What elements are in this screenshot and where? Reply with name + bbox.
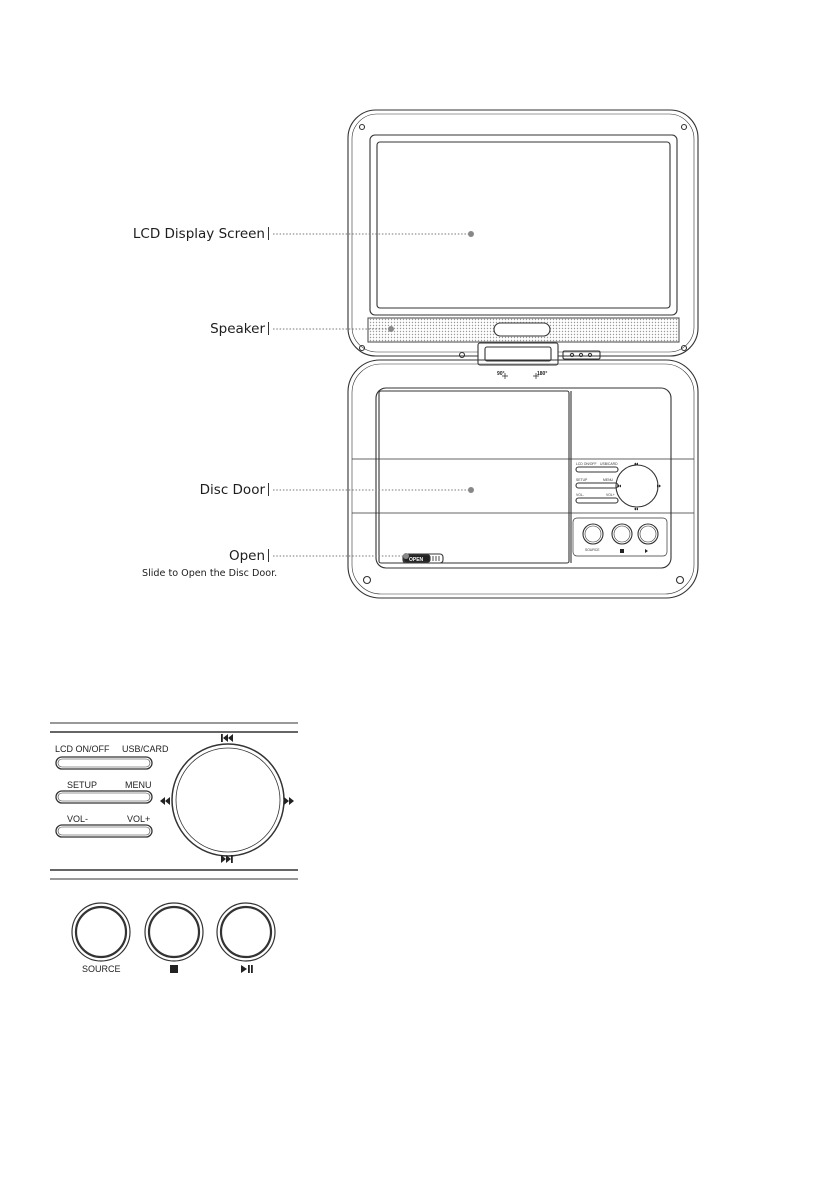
label-setup: SETUP	[67, 780, 98, 790]
source-button	[72, 903, 130, 961]
stop-icon	[170, 965, 178, 973]
label-source: SOURCE	[82, 964, 121, 974]
mini-label-vol-plus: VOL+	[606, 493, 615, 497]
previous-track-icon	[221, 734, 233, 742]
disc-door-frame	[376, 388, 671, 568]
callout-open-note: Slide to Open the Disc Door.	[142, 568, 278, 579]
lcd-bezel	[370, 135, 677, 315]
mini-label-lcd: LCD ON/OFF	[576, 462, 597, 466]
leader-dot-open	[403, 553, 409, 559]
mini-jog-wheel	[616, 465, 658, 507]
disc-door	[379, 391, 569, 563]
fast-forward-icon	[284, 797, 294, 805]
hinge-left-label: 90°	[497, 371, 505, 377]
callout-speaker: Speaker	[210, 321, 269, 337]
setup-menu-button-bar	[56, 791, 152, 803]
leader-dot-speaker	[388, 326, 394, 332]
stop-button	[145, 903, 203, 961]
open-switch-label: OPEN	[409, 557, 424, 563]
label-menu: MENU	[125, 780, 152, 790]
play-pause-button	[217, 903, 275, 961]
callout-disc-door: Disc Door	[200, 482, 269, 498]
mini-label-setup: SETUP	[576, 478, 588, 482]
mini-label-vol-minus: VOL-	[576, 493, 584, 497]
leader-dot-disc-door	[468, 487, 474, 493]
play-pause-icon	[241, 965, 253, 973]
mini-label-source: SOURCE	[585, 548, 600, 552]
label-lcd-onoff: LCD ON/OFF	[55, 744, 110, 754]
callout-lcd-display-screen: LCD Display Screen	[133, 226, 269, 242]
hinge-right-label: 180°	[537, 371, 548, 377]
next-track-icon	[221, 855, 233, 863]
label-vol-minus: VOL-	[67, 814, 89, 824]
lcd-usb-button-bar	[56, 757, 152, 769]
callout-open: Open	[229, 548, 269, 564]
speaker-badge	[494, 323, 550, 336]
leader-dot-lcd	[468, 231, 474, 237]
mini-label-usb: USB/CARD	[600, 462, 618, 466]
base-outline	[348, 360, 698, 598]
lcd-display-screen	[377, 142, 670, 308]
rewind-icon	[160, 797, 170, 805]
label-usb-card: USB/CARD	[122, 744, 169, 754]
volume-button-bar	[56, 825, 152, 837]
navigation-jog-wheel	[172, 744, 284, 856]
label-vol-plus: VOL+	[127, 814, 151, 824]
mini-label-menu: MENU	[603, 478, 613, 482]
